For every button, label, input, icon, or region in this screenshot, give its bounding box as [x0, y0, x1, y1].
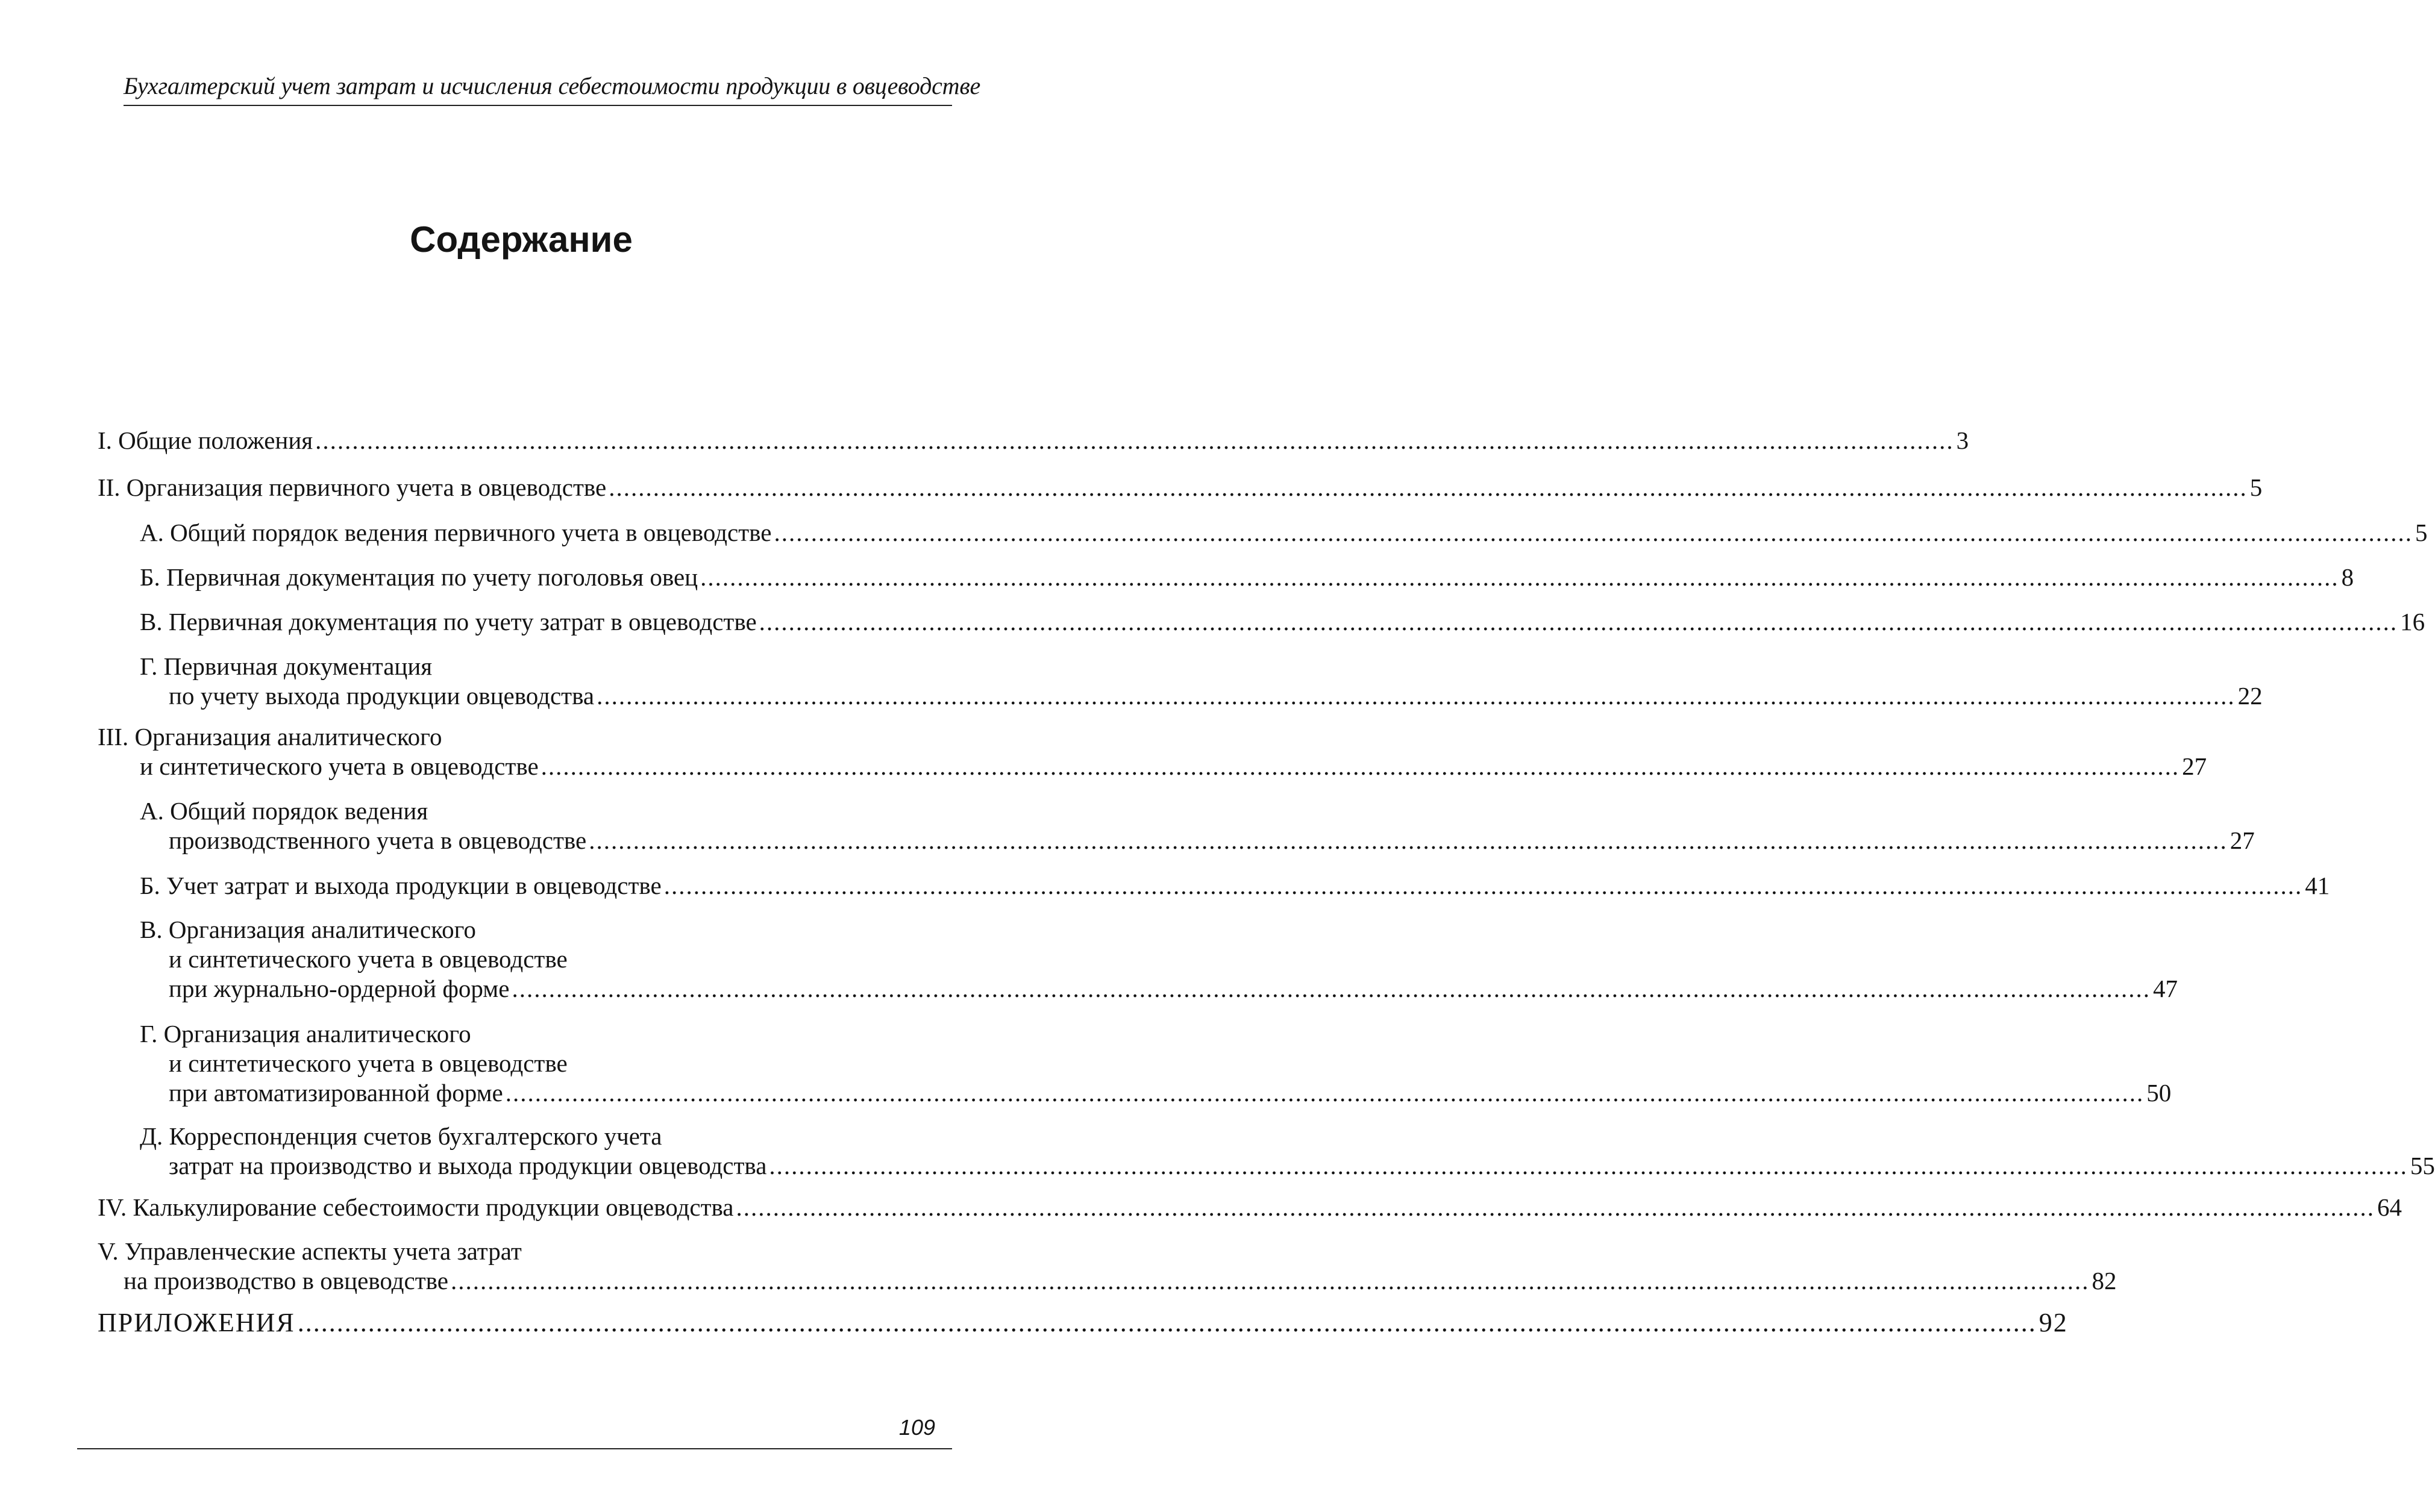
toc-entry-title: ПРИЛОЖЕНИЯ	[98, 1308, 295, 1337]
toc-entry-title: IV. Калькулирование себестоимости продукции овцеводства	[98, 1193, 734, 1221]
toc-leader: ..............................................................................................................................................................................................................................	[597, 682, 2236, 710]
toc-line	[98, 473, 2263, 502]
toc-page-number: 27	[2230, 826, 2255, 854]
toc-leader: ..............................................................................................................................................................................................................................	[774, 519, 2413, 546]
toc-leader: ..............................................................................................................................................................................................................................	[700, 563, 2339, 591]
toc-entry-title: затрат на производство и выхода продукции овцеводства	[169, 1152, 767, 1179]
toc-leader: ..............................................................................................................................................................................................................................	[450, 1267, 2090, 1295]
toc-line	[98, 1308, 2068, 1337]
toc-line	[98, 426, 1969, 455]
footer-rule	[77, 1448, 952, 1449]
toc-page-number: 5	[2415, 519, 2428, 546]
page-title: Содержание	[410, 219, 633, 260]
toc-leader: ..............................................................................................................................................................................................................................	[505, 1079, 2145, 1107]
toc-line	[140, 752, 2207, 781]
toc-entry-title: по учету выхода продукции овцеводства	[169, 682, 595, 710]
toc-line: Д. Корреспонденция счетов бухгалтерского учета	[140, 1122, 662, 1150]
toc-page-number: 22	[2237, 682, 2263, 710]
toc-page-number: 64	[2377, 1193, 2402, 1221]
toc-entry-title: производственного учета в овцеводстве	[169, 826, 587, 854]
toc-line	[140, 518, 2428, 547]
toc-line	[140, 871, 2330, 900]
toc-line	[140, 607, 2425, 636]
toc-leader: ..............................................................................................................................................................................................................................	[315, 426, 1954, 454]
toc-entry-title: Б. Учет затрат и выхода продукции в овцеводстве	[140, 872, 662, 899]
toc-page-number: 92	[2039, 1308, 2068, 1337]
toc-line: Г. Первичная документация	[140, 652, 433, 680]
toc-page-number: 8	[2341, 563, 2354, 591]
toc-entry-title: II. Организация первичного учета в овцеводстве	[98, 473, 607, 501]
toc-line: III. Организация аналитического	[98, 723, 442, 751]
toc-page-number: 27	[2182, 752, 2207, 780]
toc-leader: ..............................................................................................................................................................................................................................	[759, 608, 2398, 636]
toc-line	[169, 1151, 2435, 1180]
toc-page-number: 50	[2146, 1079, 2172, 1107]
toc-entry-title: I. Общие положения	[98, 426, 313, 454]
toc-leader: ..............................................................................................................................................................................................................................	[589, 826, 2228, 854]
toc-entry-title: на производство в овцеводстве	[124, 1267, 448, 1295]
toc-leader: ..............................................................................................................................................................................................................................	[297, 1308, 2037, 1337]
toc-line	[169, 974, 2178, 1003]
toc-leader: ..............................................................................................................................................................................................................................	[663, 872, 2303, 899]
toc-line: и синтетического учета в овцеводстве	[169, 945, 568, 973]
toc-line	[140, 563, 2354, 592]
toc-entry-title: при журнально-ордерной форме	[169, 975, 510, 1002]
toc-line: А. Общий порядок ведения	[140, 797, 428, 825]
toc-line: V. Управленческие аспекты учета затрат	[98, 1237, 522, 1265]
toc-leader: ..............................................................................................................................................................................................................................	[769, 1152, 2408, 1179]
toc-page-number: 55	[2410, 1152, 2435, 1179]
toc-page-number: 47	[2152, 975, 2178, 1002]
toc-line	[124, 1266, 2117, 1295]
page-number: 109	[898, 1415, 935, 1440]
toc-line: В. Организация аналитического	[140, 916, 476, 943]
toc-page-number: 16	[2400, 608, 2425, 636]
toc-entry-title: Б. Первичная документация по учету поголовья овец	[140, 563, 698, 591]
toc-line	[98, 1193, 2402, 1222]
running-head: Бухгалтерский учет затрат и исчисления себестоимости продукции в овцеводстве	[124, 72, 981, 99]
toc-leader: ..............................................................................................................................................................................................................................	[512, 975, 2151, 1002]
toc-page-number: 82	[2092, 1267, 2117, 1295]
toc-line	[169, 1078, 2172, 1107]
toc-line	[169, 826, 2255, 855]
toc-page-number: 3	[1956, 426, 1969, 454]
toc-line: и синтетического учета в овцеводстве	[169, 1049, 568, 1077]
toc-entry-title: В. Первичная документация по учету затрат в овцеводстве	[140, 608, 757, 636]
toc-leader: ..............................................................................................................................................................................................................................	[609, 473, 2248, 501]
toc-entry-title: А. Общий порядок ведения первичного учета в овцеводстве	[140, 519, 772, 546]
toc-leader: ..............................................................................................................................................................................................................................	[541, 752, 2180, 780]
toc-entry-title: и синтетического учета в овцеводстве	[140, 752, 539, 780]
toc-line	[169, 681, 2263, 710]
toc-leader: ..............................................................................................................................................................................................................................	[736, 1193, 2375, 1221]
toc-page-number: 41	[2305, 872, 2330, 899]
toc-entry-title: при автоматизированной форме	[169, 1079, 503, 1107]
toc-line: Г. Организация аналитического	[140, 1020, 471, 1048]
toc-page-number: 5	[2249, 473, 2263, 501]
